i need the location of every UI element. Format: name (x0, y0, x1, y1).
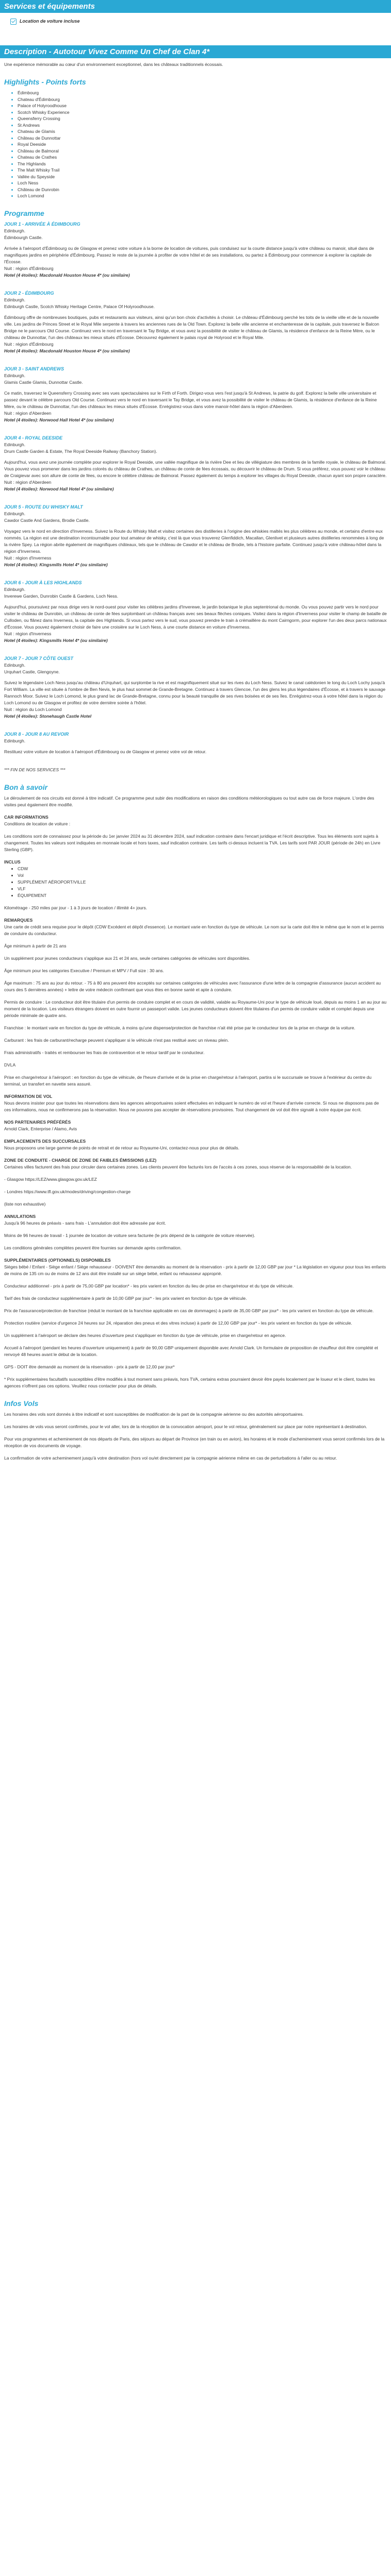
programme-day (4, 366, 387, 423)
highlight-label: Queensferry Crossing (18, 116, 60, 121)
car-paragraph: Les conditions sont de connaissez pour la période du 1er janvier 2024 au 31 décembre 2024, sauf indication contraire dans l'encart juridique et l'écrit descriptive. Tous les éléments sont sujets à changement. Toutes les valeurs sont indiquées en monnaie locale et hors taxes, sauf indication contraire. Les tarifs ci-dessus incluent la TVA. Les tarifs sont PAR JOUR (période de 24h) en Livre Sterling (GBP). (4, 833, 381, 852)
remarques-paragraph: Un supplément pour jeunes conducteurs s'applique aux 21 et 24 ans, seule certaines catégories de véhicules sont disponibles. (4, 955, 250, 961)
condition-paragraph: Jusqu'à 96 heures de préavis - sans frais - L'annulation doit être adressée par écrit. (4, 1220, 166, 1226)
highlight-item (18, 180, 387, 187)
programme-day (4, 655, 387, 720)
condition-label: EMPLACEMENTS DES SUCCURSALES (4, 1138, 86, 1144)
day-description: Arrivée à l'aéroport d'Édimbourg ou de Glasgow et prenez votre voiture à la borne de location de voitures, puis conduisez sur la courte distance jusqu'à votre château ou manoir, situé dans de magnifiques jardins en périphérie d'Édimbourg. Passez le reste de la journée à profiter de votre hôtel et de ses installations, ou partez à Édimbourg pour commencer à explorer la capitale de l'Écosse. (4, 245, 374, 264)
programme-day (4, 580, 387, 644)
inclus-item: • ÉQUIPEMENT (18, 892, 387, 899)
programme-title: Programme (4, 209, 44, 217)
highlight-label: Édimbourg (18, 90, 39, 95)
remarques-paragraph: Une carte de crédit sera requise pour le dépôt (CDW Excédent et dépôt d'essence). Le montant varie en fonction du type de véhicule. Le nom sur la carte doit être le même que le nom et le permis de conduire du conducteur. (4, 924, 384, 936)
services-header: Services et équipements (0, 0, 391, 13)
day-sights: Inverewe Garden, Dunrobin Castle & Gardens, Loch Ness. (4, 593, 119, 599)
description-header: Description - Autotour Vivez Comme Un Chef de Clan 4* (0, 45, 391, 58)
remarques-paragraph: Carburant : les frais de carburant/recharge peuvent s'appliquer si le véhicule n'est pas restitué avec un niveau plein. (4, 1037, 229, 1043)
day-description: Voyagez vers le nord en direction d'Inverness. Suivez la Route du Whisky Malt et visitez certaines des distilleries à l'origine des whiskies maltés les plus célèbres au monde, et certains d'entre eux nommés. La région est une destination incontournable pour tout amateur de whisky, c'est là que vous trouverez Glenfiddich, Macallan, Glenlivet et plusieurs autres distilleries renommées à long de la rivière Spey. La région abrite également de magnifiques châteaux, tels que le château de Cawdor et le château de Brodie, tels à l'histoire parfaite. Continuez jusqu'à votre château-hôtel dans la région d'Inverness. (4, 528, 384, 554)
inclus-item: • VLF (18, 886, 387, 892)
condition-paragraph: Prix de l'assurance/protection de franchise (réduit le montant de la franchise applicable en cas de dommages) à partir de 35,00 GBP par jour* - les prix varient en fonction du type de véhicule. (4, 1308, 374, 1313)
day-title: JOUR 5 - ROUTE DU WHISKY MALT (4, 504, 83, 510)
condition-paragraph: * Prix supplémentaires facultatifs susceptibles d'être modifiés à tout moment sans préavis, hors TVA, certains extras pourraient devoir être payés localement par le loueur et le client, toutes les agences n'offrent pas ces options. Veuillez nous contacter pour plus de détails. (4, 1376, 375, 1388)
infos-vols-block (4, 1411, 387, 1462)
highlight-item (18, 122, 387, 129)
condition-paragraph: Tarif des frais de conducteur supplémentaire à partir de 10,00 GBP par jour* - les prix varient en fonction du type de véhicule. (4, 1295, 247, 1301)
highlights-title: Highlights - Points forts (4, 78, 86, 86)
condition-paragraph: Certaines villes facturent des frais pour circuler dans certaines zones. Les clients peuvent être facturés lors de l'accès à ces zones, sous réserve de la responsabilité de la location. (4, 1164, 352, 1170)
highlights-list (4, 90, 387, 199)
highlight-label: St Andrews (18, 122, 40, 128)
day-place: Edinburgh. (4, 586, 26, 592)
highlight-item (18, 90, 387, 96)
condition-paragraph: Un supplément à l'aéroport se déclare des heures d'ouverture peut s'appliquer en fonction du type de véhicule, prise en charge/retour en agence. (4, 1332, 286, 1338)
condition-paragraph: (liste non exhaustive) (4, 1201, 46, 1207)
day-hotel: Hotel (4 étoiles): Norwood Hall Hotel 4* (ou similaire) (4, 486, 114, 492)
condition-paragraph: GPS - DOIT être demandé au moment de la réservation - prix à partir de 12,00 par jour* (4, 1364, 175, 1369)
condition-label: NOS PARTENAIRES PRÉFÉRÉS (4, 1119, 71, 1125)
day-description: Restituez votre voiture de location à l'aéroport d'Édimbourg ou de Glasgow et prenez votre vol de retour. (4, 749, 207, 754)
day-sights: Drum Castle Garden & Estate, The Royal Deeside Railway (Banchory Station). (4, 448, 157, 454)
remarques-label: REMARQUES (4, 917, 33, 923)
day-title: JOUR 2 - ÉDIMBOURG (4, 290, 54, 296)
day-place: Edinburgh. (4, 662, 26, 668)
condition-label: INFORMATION DE VOL (4, 1093, 53, 1099)
day-title: JOUR 8 - JOUR 8 AU REVOIR (4, 731, 69, 737)
condition-paragraph: Nous proposons une large gamme de points de retrait et de retour au Royaume-Uni, contactez-nous pour plus de détails. (4, 1145, 239, 1150)
highlight-label: Loch Ness (18, 180, 39, 185)
day-description: Édimbourg offre de nombreuses boutiques, pubs et restaurants aux visiteurs, ainsi qu'un bon choix d'activités à choisir. Le château d'Édimbourg perché les toits de la vieille ville et de la nouvelle ville. Les jardins de Princes Street et le Royal Mile serpente à travers les anciennes rues de la Old Town. Explorez la belle ville ancienne et enchanteresse de la capitale, puis traversez le Balcon Bridge ne le parcours Old Course. Continuez vers le nord en traversant le Tay Bridge, et vous avez la possibilité de visiter le château de Glamis, la résidence d'enfance de la Reine Mère, ou le château de Dunnottar, l'un des châteaux les mieux situés d'Écosse. Découvrez également le palais royal de Holyrood et le Royal Mile. (4, 314, 379, 340)
infos-paragraph: Les horaires de vols vous seront confirmés, pour le vol aller, lors de la réception de la convocation aéroport, pour le vol retour, généralement sur place par notre représentant à destination. (4, 1423, 367, 1429)
inclus-item: • SUPPLÉMENT AÉROPORT/VILLE (18, 879, 387, 886)
condition-paragraph: Accueil à l'aéroport (pendant les heures d'ouverture uniquement) à partir de 90,00 GBP uniquement disponible avec Arnold Clark. Un formulaire de proposition de chauffeur doit être complété et renvoyé 48 heures avant le début de la location. (4, 1345, 378, 1357)
day-night: Nuit : région d'Édimbourg (4, 341, 54, 347)
highlight-label: Chateau de Crathes (18, 155, 57, 160)
highlight-item (18, 167, 387, 174)
highlight-item (18, 161, 387, 167)
day-night: Nuit : région d'Édimbourg (4, 265, 54, 271)
highlight-label: Château de Dunrobin (18, 187, 59, 192)
day-description: Aujourd'hui, poursuivez par nous dirige vers le nord-ouest pour visiter les célèbres jardins d'Inverewe, le jardin botanique le plus septentrional du monde. Ou vous pouvez partir vers le nord pour visiter le château de Dunrobin, un château de conte de fées surplombant un château français avec ses beaux flèches coniques. Visitez dans la région d'Inverness pour visiter le champ de bataille de Culloden, ou flânez dans Inverness, la capitale des Highlands. Si vous partez vers le sud, vous pouvez prendre le train à crémaillère du mont Cairngorm, pour explorer l'un des deux parcs nationaux d'Écosse. Vous pouvez également choisir de faire une croisière sur le Loch Ness, à une courte distance en voiture d'Inverness. (4, 604, 387, 630)
remarques-paragraph: Frais administratifs - traités et rembourser les frais de contravention et le retour tardif par le conducteur. (4, 1049, 205, 1055)
day-night: Nuit : région d'Inverness (4, 631, 52, 636)
car-paragraph: Conditions de location de voiture : (4, 821, 71, 826)
day-description: Ce matin, traversez le Queensferry Crossing avec ses vues spectaculaires sur le Firth of Forth. Dirigez-vous vers l'est jusqu'à St Andrews, la patrie du golf. Explorez la belle ville universitaire et passez devant le célèbre parcours Old Course. Continuez vers le nord en traversant le Tay Bridge, et vous avez la possibilité de visiter le château de Glamis, la résidence d'enfance de la Reine Mère, ou le château de Dunnottar, l'un des châteaux les mieux situés d'Écosse. Enrégistrez-vous dans votre manoir-hôtel dans la région d'Aberdeen. (4, 390, 377, 409)
highlight-label: Chateau de Glamis (18, 129, 55, 134)
highlight-item (18, 148, 387, 155)
highlight-label: Palace of Holyroodhouse (18, 103, 67, 108)
inclus-item: • Vol (18, 872, 387, 879)
remarques-block (4, 917, 387, 1088)
highlight-item (18, 109, 387, 116)
day-hotel: Hotel (4 étoiles): Macdonald Houston House 4* (ou similaire) (4, 348, 130, 353)
included-label: Location de voiture incluse (20, 19, 80, 24)
remarques-paragraph: Âge minimum pour les catégories Executive / Premium et MPV / Full size : 30 ans. (4, 968, 164, 973)
checkbox-icon (10, 19, 17, 25)
day-night: Nuit : région d'Inverness (4, 555, 52, 561)
remarques-paragraph: Âge minimum à partir de 21 ans (4, 943, 67, 948)
day-sights: Cawdor Castle And Gardens, Brodie Castle. (4, 517, 90, 523)
day-title: JOUR 7 - JOUR 7 CÔTE OUEST (4, 655, 74, 661)
conditions-rest (4, 1093, 387, 1389)
day-hotel: Hotel (4 étoiles): Kingsmills Hotel 4* (ou similaire) (4, 562, 108, 567)
day-sights: Édimbourgh Castle. (4, 234, 43, 240)
highlight-label: Chateau d'Édimbourg (18, 96, 60, 102)
programme-day (4, 731, 387, 755)
inclus-extra: Kilométrage - 250 miles par jour - 1 à 3 jours de location / illimité 4+ jours. (4, 905, 148, 910)
highlight-label: The Highlands (18, 161, 46, 166)
infos-paragraph: Les horaires des vols sont donnés à titre indicatif et sont susceptibles de modification de la part de la compagnie aérienne ou des autorités aéroportuaires. (4, 1411, 304, 1417)
remarques-paragraph: Permis de conduire : Le conducteur doit être titulaire d'un permis de conduire complet et en cours de validité, valable au Royaume-Uni pour le type de véhicule loué, depuis au moins 1 an au jour au moment de la location. Les visiteurs étrangers doivent en outre fournir un passeport valide. Les jeunes conducteurs doivent être titulaires d'un permis de conduire valide et complet depuis une période minimale de quatre ans. (4, 999, 387, 1018)
condition-paragraph: Protection routière (service d'urgence 24 heures sur 24, réparation des pneus et des vitres incluse) à partir de 12,00 GBP par jour* - les prix varient en fonction du type de véhicule. (4, 1320, 352, 1326)
bon-a-savoir-title: Bon à savoir (4, 783, 48, 791)
programme-day (4, 221, 387, 279)
end-of-services: *** FIN DE NOS SERVICES *** (4, 767, 66, 772)
remarques-paragraph: Franchise : le montant varie en fonction du type de véhicule, à moins qu'une dispense/protection de franchise n'ait été prise par le conducteur lors de la prise en charge de la voiture. (4, 1025, 355, 1030)
infos-paragraph: Pour vos programmes et acheminement de nos départs de Paris, des séjours au départ de Province (en train ou en avion), les horaires et le mode d'acheminement vous seront confirmés lors de la réception de vos documents de voyage. (4, 1436, 385, 1448)
day-description: Suivez le légendaire Loch Ness jusqu'au château d'Urquhart, qui surplombe la rive et est magnifiquement situé sur les rives du Loch Ness. Suivez le canal calédonien le long du Loch Lochy jusqu'à Fort William. La ville est située à l'ombre de Ben Nevis, le plus haut sommet de Grande-Bretagne. Continuez à travers Glencoe, l'un des glens les plus légendaires d'Écosse, et à travers le sauvage Rannoch Moor. Suivez le Loch Lomond, le plus grand lac de Grande-Bretagne, connu pour la beauté tranquille de ses rives boisées et de ses îles. Enrégistrez-vous à votre hôtel dans la région du Loch Lomond ou de Glasgow et profitez de votre dernière soirée à l'hôtel. (4, 680, 386, 705)
condition-paragraph: Conducteur additionnel - prix à partir de 75,00 GBP par location* - les prix varient en fonction du lieu de prise en charge/retour et du type de véhicule. (4, 1283, 294, 1289)
inclus-label: INCLUS (4, 859, 21, 865)
programme-day (4, 435, 387, 493)
highlight-item (18, 135, 387, 142)
remarques-paragraph: Âge maximum : 75 ans au jour du retour. - 75 à 80 ans peuvent être acceptés sur certaines catégories de véhicules avec l'assurance d'une lettre de la compagnie d'assurance (aucun accident au cours des 5 dernières années) + lettre de votre médecin confirmant que vous êtes en bonne santé et apte à conduire. (4, 980, 381, 992)
highlight-item (18, 187, 387, 193)
highlight-label: Royal Deeside (18, 142, 46, 147)
condition-paragraph: Les conditions générales complètes peuvent être fournies sur demande après confirmation. (4, 1245, 182, 1250)
highlight-item (18, 193, 387, 199)
included-feature (0, 16, 391, 32)
day-place: Edinburgh. (4, 228, 26, 233)
infos-vols-title: Infos Vols (4, 1399, 39, 1408)
day-night: Nuit : région d'Aberdeen (4, 410, 52, 416)
day-sights: Edinburgh Castle, Scotch Whisky Heritage Centre, Palace Of Holyroodhouse. (4, 303, 155, 309)
highlight-item (18, 128, 387, 135)
highlight-item (18, 154, 387, 161)
remarques-paragraph: Prise en charge/retour à l'aéroport : en fonction du type de véhicule, de l'heure d'arrivée et de la prise en charge/retour à l'aéroport, partira si le succursale se trouve à l'extérieur du centre du terminal, un transfert en navette sera assuré. (4, 1074, 372, 1087)
day-description: Aujourd'hui, vous avez une journée complète pour explorer le Royal Deeside, une vallée magnifique de la rivière Dee et lieu de villégiature des membres de la famille royale, le château de Balmoral. Vous pouvez vous promener dans les jardins colorés du château de Crathes, un château de conte de fées écossais, ou découvrir le château de Drum. Si vous préférez, vous pouvez voir le château de Craigievar avec son allure de conte de fées, ou encore le célèbre château de Balmoral. Passez également du temps à explorer les villages du Royal Deeside, chacun ayant son propre caractère. (4, 459, 387, 478)
highlight-item (18, 141, 387, 148)
highlight-label: Loch Lomond (18, 193, 44, 198)
day-hotel: Hotel (4 étoiles): Macdonald Houston House 4* (ou similaire) (4, 272, 130, 278)
day-hotel: Hotel (4 étoiles): Kingsmills Hotel 4* (ou similaire) (4, 637, 108, 643)
highlight-label: Vallée du Speyside (18, 174, 55, 179)
highlight-item (18, 174, 387, 180)
highlight-item (18, 115, 387, 122)
highlight-item (18, 96, 387, 103)
condition-paragraph: Nous devons insister pour que toutes les réservations dans les agences aéroportuaires soient effectuées en indiquant le numéro de vol et l'heure d'arrivée correcte. Si nous ne disposons pas de ces informations, nous ne confirmerons pas la réservation. Nous ne pouvons pas accepter de réservations provisoires. Tout changement de vol doit être signalé à notre équipe par écrit. (4, 1100, 379, 1112)
remarques-paragraph: DVLA (4, 1062, 16, 1067)
condition-label: ZONE DE CONDUITE - CHARGE DE ZONE DE FAIBLES ÉMISSIONS (LEZ) (4, 1157, 157, 1163)
condition-label: SUPPLÉMENTAIRES (OPTIONNELS) DISPONIBLES (4, 1257, 111, 1263)
day-place: Edinburgh. (4, 297, 26, 302)
intro-text: Une expérience mémorable au cœur d'un environnement exceptionnel, dans les châteaux traditionnels écossais. (4, 62, 223, 67)
highlight-label: The Malt Whisky Trail (18, 167, 60, 173)
programme-day (4, 290, 387, 354)
inclus-list (4, 866, 387, 899)
car-title: CAR INFORMATIONS (4, 814, 48, 820)
highlight-label: Château de Balmoral (18, 148, 59, 154)
day-hotel: Hotel (4 étoiles): Stonehaugh Castle Hotel (4, 713, 92, 719)
day-place: Edinburgh. (4, 738, 26, 743)
day-hotel: Hotel (4 étoiles): Norwood Hall Hotel 4* (ou similaire) (4, 417, 114, 422)
programme-day (4, 504, 387, 568)
condition-paragraph: - Londres https://www.tfl.gov.uk/modes/driving/congestion-charge (4, 1189, 131, 1194)
day-night: Nuit : région du Loch Lomond (4, 706, 62, 712)
day-title: JOUR 4 - ROYAL DEESIDE (4, 435, 63, 440)
day-sights: Urquhart Castle, Glengoyne. (4, 669, 60, 674)
condition-label: ANNULATIONS (4, 1213, 36, 1219)
inclus-item: • CDW (18, 866, 387, 872)
day-place: Edinburgh. (4, 372, 26, 378)
day-title: JOUR 6 - JOUR À LES HIGHLANDS (4, 580, 82, 585)
day-night: Nuit : région d'Aberdeen (4, 479, 52, 485)
day-place: Edinburgh. (4, 442, 26, 447)
day-title: JOUR 3 - SAINT ANDREWS (4, 366, 64, 371)
condition-paragraph: Arnold Clark, Enterprise / Alamo, Avis (4, 1126, 77, 1131)
day-sights: Glamis Castle Glamis, Dunnottar Castle. (4, 379, 83, 385)
day-place: Edinburgh. (4, 511, 26, 516)
condition-paragraph: Moins de 96 heures de travail - 1 journée de location de voiture sera facturée (le prix dépend de la catégorie de voiture réservée). (4, 1232, 255, 1238)
highlight-label: Scotch Whisky Experience (18, 109, 70, 115)
programme-days (4, 221, 387, 755)
infos-paragraph: La confirmation de votre acheminement jusqu'à votre destination (hors vol ou/et directement par la compagnie aérienne même en cas de perturbations à l'aller ou au retour. (4, 1455, 337, 1461)
condition-paragraph: - Glasgow https://LEZ/www.glasgow.gov.uk/LEZ (4, 1176, 97, 1182)
day-title: JOUR 1 - ARRIVÉE À ÉDIMBOURG (4, 221, 80, 227)
highlight-item (18, 103, 387, 109)
conditions-block (4, 795, 387, 1389)
highlight-label: Château de Dunnottar (18, 135, 61, 141)
condition-paragraph: Sièges bébé / Enfant - Siège enfant / Siège rehausseur - DOIVENT être demandés au moment de la réservation - prix à partir de 12,00 GBP par jour * La législation en vigueur pour tous les enfants de moins de 135 cm ou de moins de 12 ans doit être installé sur un siège bébé, enfant ou rehausseur approprié. (4, 1264, 386, 1276)
bon-paragraph: Le déroulement de nos circuits est donné à titre indicatif. Ce programme peut subir des modifications en raison des conditions météorologiques ou tout autre cas de force majeure. L'ordre des visites peut également être modifié. (4, 795, 374, 807)
